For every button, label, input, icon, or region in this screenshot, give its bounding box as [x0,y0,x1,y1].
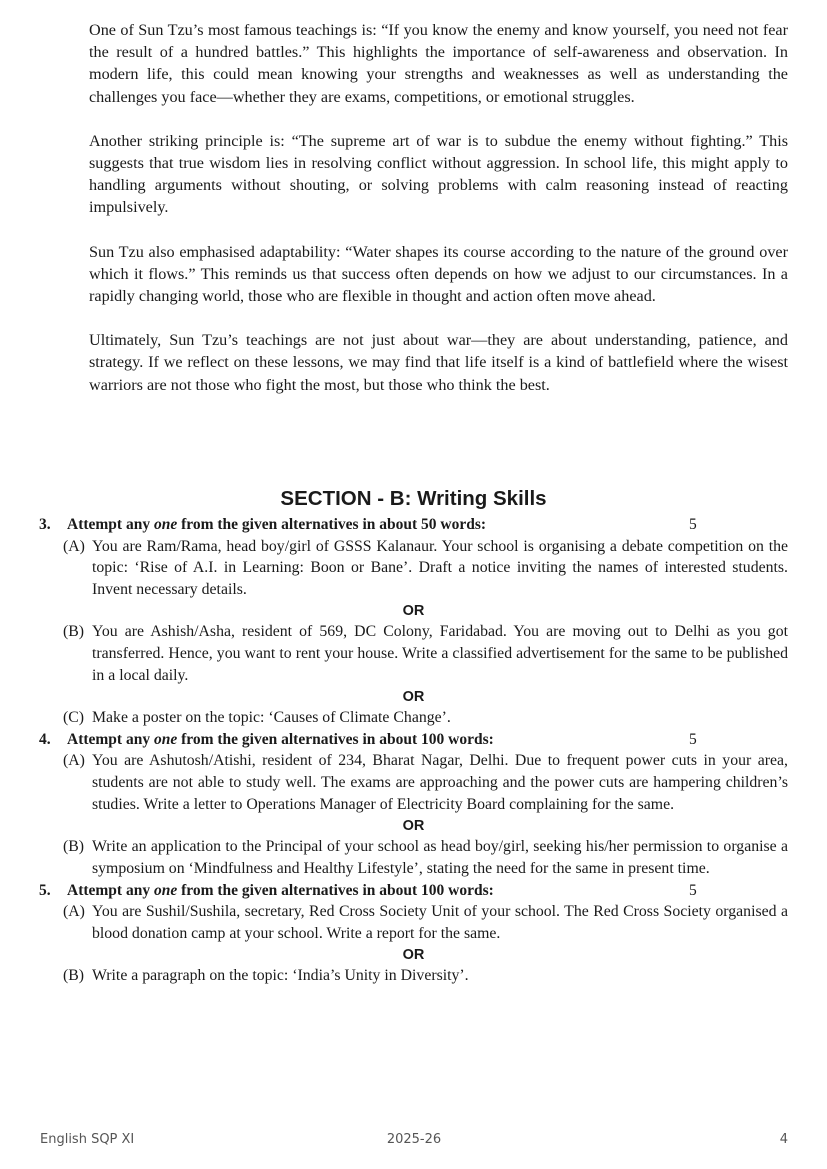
instruction-text: from the given alternatives in about 100 words: [177,730,494,748]
option-text: You are Ashish/Asha, resident of 569, DC Colony, Faridabad. You are moving out to Delhi as you got transferred. Hence, you want to rent your house. Write a classified advertisement for the same to be published in a local daily. [92,623,788,685]
option-text: You are Ashutosh/Atishi, resident of 234, Bharat Nagar, Delhi. Due to frequent power cuts in your area, students are not able to study well. The exams are approaching and the power cuts are hampering children’s studies. Write a letter to Operations Manager of Electricity Board complaining for the same. [92,752,788,814]
question-number: 4. [39,730,51,748]
option-text: Write an application to the Principal of your school as head boy/girl, seeking his/her permission to organise a symposium on ‘Mindfulness and Healthy Lifestyle’, stating the need for the same in present time. [92,838,788,877]
or-divider: OR [402,818,425,835]
instruction-text: from the given alternatives in about 100 words: [177,881,494,899]
instruction-emphasis: one [153,516,178,533]
page-number: 4 [779,1132,788,1147]
question-marks: 5 [689,881,697,899]
option-label: (A) [63,537,85,555]
option-label: (B) [63,838,85,856]
option-label: (A) [63,903,85,921]
footer-session: 2025-26 [386,1132,442,1147]
question-instruction [67,516,486,533]
option-label: (B) [63,967,85,985]
instruction-emphasis: one [153,730,178,748]
question-5-option-b [39,965,788,987]
or-divider: OR [402,688,425,705]
passage-paragraph-4: Ultimately, Sun Tzu’s teachings are not just about war—they are about understanding, patience, and strategy. If we reflect on these lessons, we may find that life itself is a kind of battlefield where the wisest warriors are not those who fight the most, but those who think the best. [89,331,788,394]
instruction-text: Attempt any [67,730,154,748]
passage-paragraph-2: Another striking principle is: “The supreme art of war is to subdue the enemy without fighting.” This suggests that true wisdom lies in resolving conflict without aggression. In school life, this might apply to handling arguments without shouting, or solving problems with calm reasoning instead of reacting impulsively. [89,131,788,217]
footer-subject: English SQP XI [40,1132,135,1147]
question-4-header [39,729,788,751]
or-divider: OR [402,947,425,964]
option-text: You are Sushil/Sushila, secretary, Red Cross Society Unit of your school. The Red Cross Society organised a blood donation camp at your school. Write a report for the same. [92,903,788,943]
question-4-option-b [39,836,788,880]
passage-paragraph-3: Sun Tzu also emphasised adaptability: “Water shapes its course according to the nature of the ground over which it flows.” This reminds us that success often depends on how we adjust to our circumstances. In a rapidly changing world, those who are flexible in thought and action often move ahead. [89,242,788,306]
question-instruction [67,731,494,748]
passage-paragraph-1: One of Sun Tzu’s most famous teachings is: “If you know the enemy and know yourself, you need not fear the result of a hundred battles.” This highlights the importance of self-awareness and observation. In modern life, this could mean knowing your strengths and weaknesses as well as understanding the challenges you face—whether they are exams, competitions, or emotional struggles. [89,21,788,106]
question-marks: 5 [689,516,697,533]
or-divider: OR [402,603,425,620]
question-number: 5. [39,881,51,899]
option-label: (B) [63,623,85,641]
option-label: (A) [63,752,85,770]
section-title: SECTION - B: Writing Skills [280,487,547,510]
question-marks: 5 [689,730,697,748]
instruction-text: Attempt any [67,881,154,899]
option-text: Write a paragraph on the topic: ‘India’s Unity in Diversity’. [92,967,469,985]
reading-passage [89,19,788,418]
question-5-header [39,880,788,902]
question-3-option-b [39,621,788,687]
option-text: You are Ram/Rama, head boy/girl of GSSS Kalanaur. Your school is organising a debate competition on the topic: ‘Rise of A.I. in Learning: Boon or Bane’. Draft a notice inviting the names of interested students. Invent necessary details. [92,537,788,599]
question-3-header [39,514,788,536]
option-text: Make a poster on the topic: ‘Causes of Climate Change’. [92,708,451,726]
instruction-emphasis: one [153,881,178,899]
option-label: (C) [63,708,85,726]
page-footer [40,1132,788,1150]
question-5-option-a [39,901,788,945]
question-3-option-a [39,536,788,602]
instruction-text: from the given alternatives in about 50 words: [177,516,487,533]
question-instruction [67,882,494,899]
question-number: 3. [39,516,51,533]
question-4-option-a [39,750,788,816]
instruction-text: Attempt any [67,516,154,533]
questions-list [39,514,788,987]
question-3-option-c [39,707,788,729]
